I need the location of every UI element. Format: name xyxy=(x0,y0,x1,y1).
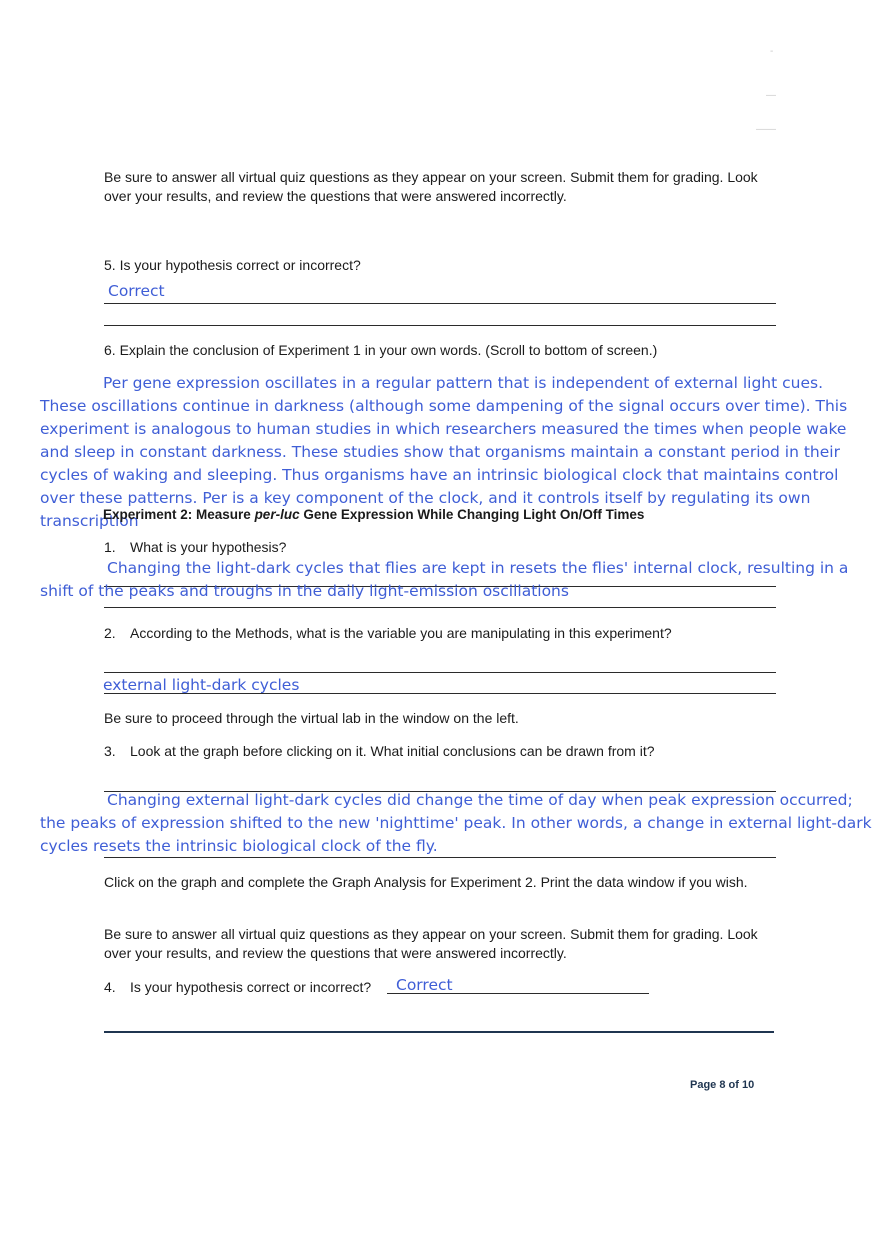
e2-answer-4[interactable]: Correct xyxy=(396,976,453,994)
quiz-instruction-2: Be sure to answer all virtual quiz questions as they appear on your screen. Submit them for grading. Look over your results, and review the questions that were answered incorrectly. xyxy=(104,926,758,961)
answer-line xyxy=(104,1031,774,1033)
answer-6-line-2[interactable]: These oscillations continue in darkness (although some dampening of the signal occurs over time). This xyxy=(40,397,848,415)
answer-line xyxy=(104,607,776,608)
answer-6-line-3[interactable]: experiment is analogous to human studies in which researchers measured the times when people wake xyxy=(40,420,847,438)
graph-instruction: Click on the graph and complete the Graph Analysis for Experiment 2. Print the data window if you wish. xyxy=(104,874,748,890)
answer-5[interactable]: Correct xyxy=(108,282,165,300)
scan-mark: — xyxy=(766,90,776,101)
answer-line xyxy=(104,857,776,858)
e2-answer-3-line-2[interactable]: the peaks of expression shifted to the new 'nighttime' peak. In other words, a change in external light-dark xyxy=(40,814,872,832)
answer-line xyxy=(104,693,776,694)
e2-question-1: What is your hypothesis? xyxy=(130,539,287,555)
proceed-instruction: Be sure to proceed through the virtual lab in the window on the left. xyxy=(104,710,519,726)
e2-question-2: According to the Methods, what is the variable you are manipulating in this experiment? xyxy=(130,625,672,641)
e2-question-2-number: 2. xyxy=(104,625,116,641)
answer-line xyxy=(104,672,776,673)
scan-mark: —— xyxy=(756,124,776,135)
e2-answer-3-line-1[interactable]: Changing external light-dark cycles did change the time of day when peak expression occurred; xyxy=(107,791,853,809)
answer-line xyxy=(104,303,776,304)
heading-suffix: Gene Expression While Changing Light On/Off Times xyxy=(299,507,645,522)
answer-6-line-1[interactable]: Per gene expression oscillates in a regular pattern that is independent of external light cues. xyxy=(103,374,823,392)
e2-question-4: Is your hypothesis correct or incorrect? xyxy=(130,979,372,995)
e2-question-3: Look at the graph before clicking on it. What initial conclusions can be drawn from it? xyxy=(130,743,655,759)
quiz-instruction: Be sure to answer all virtual quiz questions as they appear on your screen. Submit them for grading. Look over your results, and review the questions that were answered incorrectly. xyxy=(104,169,758,204)
e2-answer-1-line-2[interactable]: shift of the peaks and troughs in the daily light-emission oscillations xyxy=(40,582,569,600)
question-5: 5. Is your hypothesis correct or incorrect? xyxy=(104,257,361,273)
e2-question-4-number: 4. xyxy=(104,979,116,995)
e2-answer-2[interactable]: external light-dark cycles xyxy=(103,676,300,694)
answer-6-line-5[interactable]: cycles of waking and sleeping. Thus organisms have an intrinsic biological clock that maintains control xyxy=(40,466,839,484)
answer-line xyxy=(387,993,649,994)
answer-line xyxy=(104,325,776,326)
e2-question-3-number: 3. xyxy=(104,743,116,759)
answer-6-line-6[interactable]: over these patterns. Per is a key component of the clock, and it controls itself by regulating its own xyxy=(40,489,811,507)
answer-6-line-7[interactable]: transcription xyxy=(40,512,139,530)
scan-mark: - xyxy=(770,46,774,57)
e2-answer-3-line-3[interactable]: cycles resets the intrinsic biological clock of the fly. xyxy=(40,837,438,855)
e2-question-1-number: 1. xyxy=(104,539,116,555)
answer-6-line-4[interactable]: and sleep in constant darkness. These studies show that organisms maintain a constant period in their xyxy=(40,443,840,461)
experiment-2-heading xyxy=(103,505,644,524)
heading-prefix: Experiment 2: Measure xyxy=(103,507,255,522)
page-number: Page 8 of 10 xyxy=(690,1079,755,1091)
heading-gene-name: per-luc xyxy=(254,507,300,522)
e2-answer-1-line-1[interactable]: Changing the light-dark cycles that flies are kept in resets the flies' internal clock, resulting in a xyxy=(107,559,849,577)
question-6: 6. Explain the conclusion of Experiment 1 in your own words. (Scroll to bottom of screen.) xyxy=(104,342,658,358)
